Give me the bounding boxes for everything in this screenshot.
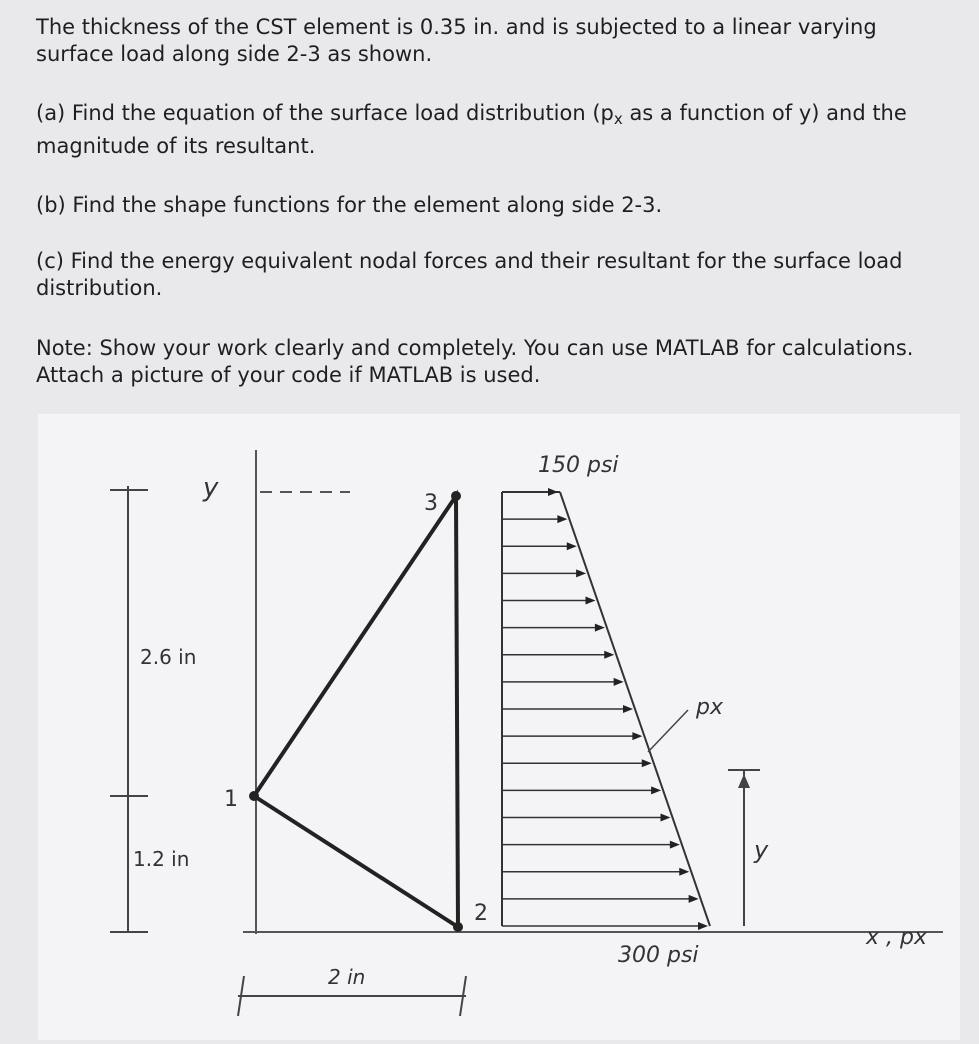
load-arrow-head	[679, 868, 689, 876]
y-measure-label: y	[754, 836, 769, 864]
part-a	[36, 100, 956, 160]
load-arrow-head	[595, 624, 605, 632]
load-arrow-head	[651, 786, 661, 794]
load-arrow-head	[557, 515, 567, 523]
load-px-label: px	[696, 695, 723, 720]
node-1-dot	[249, 791, 259, 801]
part-a-subscript: x	[613, 110, 623, 128]
problem-intro: The thickness of the CST element is 0.35 in. and is subjected to a linear varying surface load along side 2-3 as shown.	[36, 15, 877, 66]
load-arrow-head	[670, 841, 680, 849]
part-c: (c) Find the energy equivalent nodal forces and their resultant for the surface load distribution.	[36, 249, 903, 300]
dimension-total-label: 2.6 in	[140, 645, 197, 669]
element-figure	[38, 414, 960, 1040]
node-2-label: 2	[474, 901, 488, 926]
y-axis-label: y	[203, 473, 219, 503]
load-top-label: 150 psi	[538, 453, 619, 478]
node-1-label: 1	[224, 787, 238, 812]
load-arrow-head	[698, 922, 708, 930]
cst-element	[254, 496, 458, 927]
figure-svg	[38, 414, 960, 1040]
load-arrow-head	[586, 597, 596, 605]
load-arrow-head	[661, 814, 671, 822]
load-arrow-head	[632, 732, 642, 740]
load-arrow-head	[614, 678, 624, 686]
load-arrow-head	[576, 569, 586, 577]
load-arrow-head	[567, 542, 577, 550]
y-measure-arrowhead	[738, 774, 750, 788]
load-arrow-head	[604, 651, 614, 659]
node-3-dot	[451, 491, 461, 501]
node-3-label: 3	[424, 491, 438, 516]
note: Note: Show your work clearly and completely. You can use MATLAB for calculations. Attach a picture of your code if MATLAB is used.	[36, 336, 914, 387]
x-axis-label: x , px	[866, 925, 927, 950]
part-b: (b) Find the shape functions for the element along side 2-3.	[36, 193, 663, 217]
load-arrow-head	[623, 705, 633, 713]
part-a-pre: (a) Find the equation of the surface load distribution (p	[36, 101, 614, 125]
load-arrow-head	[642, 759, 652, 767]
load-arrow-head	[689, 895, 699, 903]
load-arrow-head	[548, 488, 558, 496]
dimension-lower-label: 1.2 in	[133, 847, 190, 871]
load-bottom-label: 300 psi	[618, 943, 699, 968]
part-a-post: as a function of y) and the magnitude of its resultant.	[36, 101, 907, 158]
load-arrows	[502, 488, 708, 930]
dimension-width-label: 2 in	[328, 965, 366, 989]
node-2-dot	[453, 922, 463, 932]
px-leader-line	[648, 710, 688, 752]
